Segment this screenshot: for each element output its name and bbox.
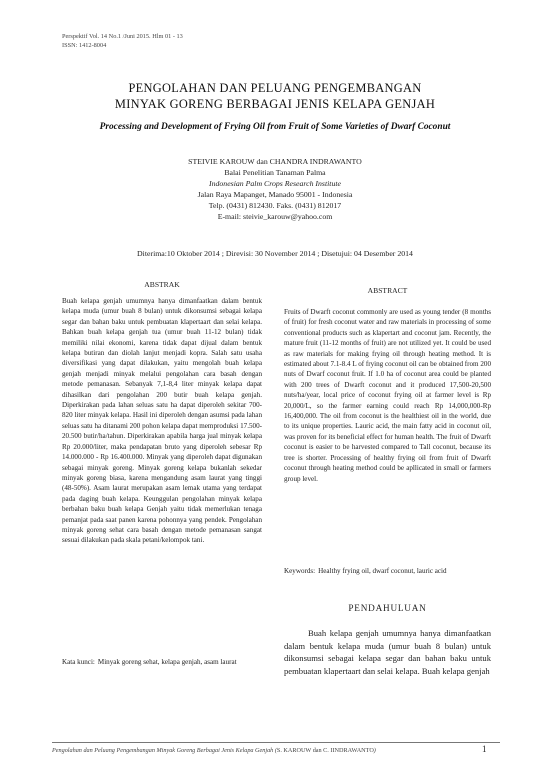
author-names: STEIVIE KAROUW dan CHANDRA INDRAWANTO	[188, 157, 362, 166]
phone-fax: Telp. (0431) 812430. Faks. (0431) 812017	[208, 201, 342, 210]
title-line-2: MINYAK GORENG BERBAGAI JENIS KELAPA GENJAH	[114, 97, 436, 111]
abstract-keywords-label: Keywords:	[284, 567, 316, 575]
submission-dates: Diterima:10 Oktober 2014 ; Direvisi: 30 November 2014 ; Disetujui: 04 Desember 2014	[137, 249, 413, 258]
footer-authors: S. KAROUW dan C. IINDRAWANTO	[276, 747, 374, 754]
abstract-heading: ABSTRACT	[367, 286, 408, 295]
abstrak-keywords	[62, 657, 267, 667]
abstrak-keywords-text: Minyak goreng sehat, kelapa genjah, asam laurat	[97, 658, 237, 666]
issn: ISSN: 1412-8004	[62, 42, 107, 49]
abstrak-heading: ABSTRAK	[144, 280, 180, 289]
institution: Balai Penelitian Tanaman Palma	[224, 168, 326, 177]
title-line-1: PENGOLAHAN DAN PELUANG PENGEMBANGAN	[128, 81, 422, 95]
abstract-keywords	[284, 566, 491, 576]
running-footer	[52, 747, 376, 754]
email: E-mail: steivie_karouw@yahoo.com	[217, 212, 333, 221]
institution-english: Indonesian Palm Crops Research Institute	[209, 179, 341, 188]
address: Jalan Raya Mapanget, Manado 95001 - Indonesia	[197, 190, 353, 199]
abstract-body: Fruits of Dwarft coconut commonly are used as young tender (8 months of fruit) for fresh coconut water and raw materials in processing of some conventional products such as klapertart and coconut jam. Recently, the mature fruit (11-12 months of fruit) are not utilized yet. It could be used as raw materials for making frying oil through heating method. It is estimated about 7.1-8.4 L of frying coconut oil can be obtained from 200 nuts of Dwarf coconut fruit. If 1.0 ha of coconut area could be planted with 200 trees of Dwarft coconut and it produced 17,500-20,500 nuts/ha/year, local price of coconut frying oil at farmer level is Rp 20,000/L, so the farmer earning could reach Rp 14,000,000-Rp 16,400,000. The oil from coconut is the healthiest oil in the world, due to its unique properties. Lauric acid, the main fatty acid in coconut oil, was proven for its beneficial effect for human health. The fruit of Dwarft coconut is easier to be harvested compared to Tall coconut, because its tree is shorter. Processing of healthy frying oil from fruit of Dwarft coconut through heating method could be apllicated in small or farmers group level.	[284, 308, 491, 483]
abstract-keywords-text: Healthy frying oil, dwarf coconut, lauric acid	[318, 567, 447, 575]
footer-title: Pengolahan dan Peluang Pengembangan Minyak Goreng Berbagai Jenis Kelapa Genjah (	[52, 747, 277, 754]
page-number: 1	[482, 744, 487, 754]
pendahuluan-body: Buah kelapa genjah umumnya hanya dimanfaatkan dalam bentuk kelapa muda (umur buah 8 bulan) untuk dikonsumsi sebagai kelapa segar dan bahan baku untuk pembuatan klapertaart dan selai kelapa. Buah kelapa genjah	[284, 628, 491, 676]
english-title: Processing and Development of Frying Oil from Fruit of Some Varieties of Dwarf Coconut	[99, 122, 451, 132]
abstrak-keywords-label: Kata kunci:	[62, 658, 95, 666]
abstrak-body: Buah kelapa genjah umumnya hanya dimanfaatkan dalam bentuk kelapa muda (umur buah 8 bulan) untuk dikonsumsi sebagai kelapa segar dan bahan baku untuk pembuatan klapertaart dan selai kelapa. Bahkan buah kelapa genjah tua (umur buah 11-12 bulan) tidak memiliki nilai ekonomi, karena tidak dapat dijual dalam bentuk kelapa butiran dan diolah lanjut menjadi kopra. Salah satu usaha diversifikasi yang dapat dilakukan, yaitu mengolah buah kelapa genjah menjadi minyak melalui pengolahan cara basah dengan metode pemanasan. Sebanyak 7,1-8,4 liter minyak kelapa dapat dihasilkan dari pengolahan 200 butir buah kelapa genjah. Diperkirakan pada lahan seluas satu ha dapat diperoleh sekitar 700-820 liter minyak kelapa. Hasil ini diperoleh dengan asumsi pada lahan seluas satu ha ditanami 200 pohon kelapa dapat memproduksi 17.500-20.500 butir/ha/tahun. Diperkirakan apabila harga jual minyak kelapa Rp 20.000/liter, maka pendapatan bruto yang diperoleh sebesar Rp 14.000.000 - Rp 16.400.000. Minyak yang diperoleh dapat digunakan sebagai minyak goreng. Minyak goreng kelapa bukanlah sekedar minyak goreng biasa, karena mengandung asam laurat yang tinggi (48-50%). Asam laurat merupakan asam lemak utama yang terdapat pada daging buah kelapa. Keunggulan pengolahan minyak kelapa berbahan baku buah kelapa Genjah yaitu tidak memerlukan tenaga pemanjat pada saat panen karena pohonnya yang pendek. Pengolahan minyak goreng sehat cara basah dengan metode pemanasan sangat sesuai dilakukan pada skala petani/kelompok tani.	[62, 297, 262, 545]
footer-rule	[52, 742, 500, 743]
journal-info: Perspektif Vol. 14 No.1 /Juni 2015. Hlm 01 - 13	[62, 33, 183, 40]
pendahuluan-heading: PENDAHULUAN	[348, 603, 427, 613]
footer-close: )	[373, 747, 376, 754]
